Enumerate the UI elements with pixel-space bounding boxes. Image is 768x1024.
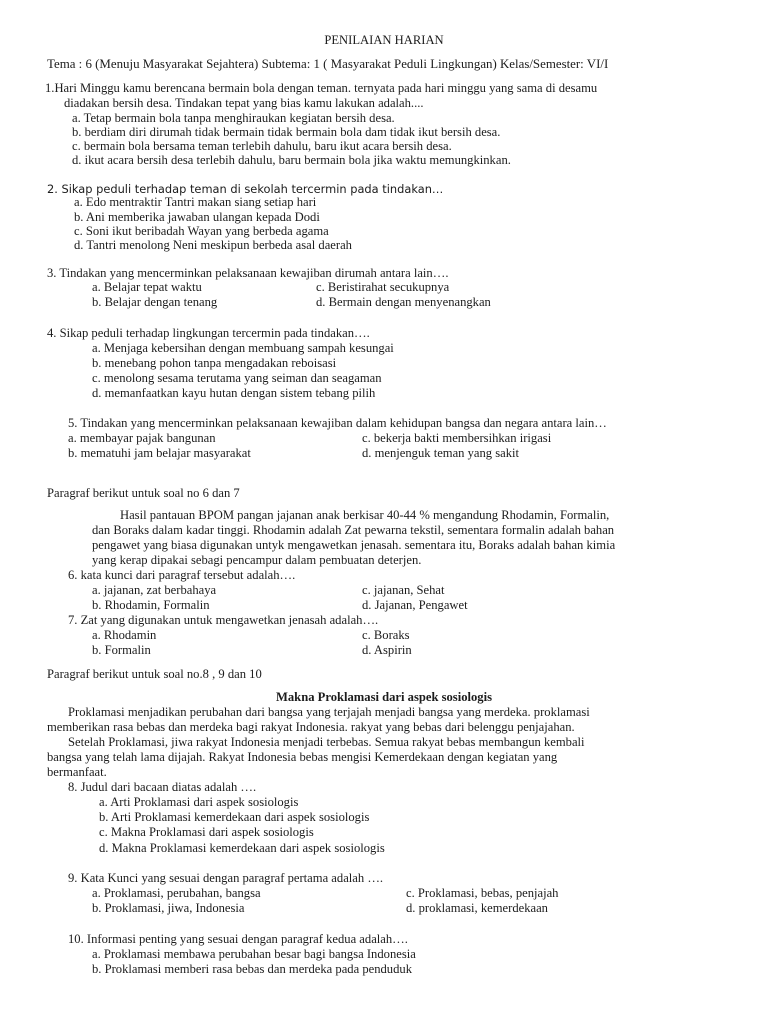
q1-option-d: d. ikut acara bersih desa terlebih dahulu, baru bermain bola jika waktu memungkinkan.	[72, 153, 511, 167]
q3-option-d: d. Bermain dengan menyenangkan	[316, 295, 491, 309]
q8-text: 8. Judul dari bacaan diatas adalah ….	[68, 780, 257, 794]
passage-1-line-2: dan Boraks dalam kadar tinggi. Rhodamin adalah Zat pewarna tekstil, sementara formalin adalah bahan	[92, 523, 615, 537]
passage-2-line-4: bangsa yang telah lama dijajah. Rakyat Indonesia bebas mengisi Kemerdekaan dengan kegiatan yang	[47, 750, 558, 764]
q8-option-c: c. Makna Proklamasi dari aspek sosiologis	[99, 825, 314, 839]
q9-option-a: a. Proklamasi, perubahan, bangsa	[92, 886, 261, 900]
passage-2-line-3: Setelah Proklamasi, jiwa rakyat Indonesia menjadi terbebas. Semua rakyat bebas membangun kembali	[68, 735, 585, 749]
q10-option-b: b. Proklamasi memberi rasa bebas dan merdeka pada penduduk	[92, 962, 412, 976]
q1-option-c: c. bermain bola bersama teman terlebih dahulu, baru ikut acara bersih desa.	[72, 139, 452, 153]
page-title: PENILAIAN HARIAN	[324, 33, 444, 47]
q4-option-d: d. memanfaatkan kayu hutan dengan sistem tebang pilih	[92, 386, 376, 400]
q8-option-d: d. Makna Proklamasi kemerdekaan dari aspek sosiologis	[99, 841, 385, 855]
q2-option-c: c. Soni ikut beribadah Wayan yang berbeda agama	[74, 224, 329, 238]
q7-option-c: c. Boraks	[362, 628, 410, 642]
q7-option-d: d. Aspirin	[362, 643, 412, 657]
q7-text: 7. Zat yang digunakan untuk mengawetkan jenasah adalah….	[68, 613, 379, 627]
q6-option-b: b. Rhodamin, Formalin	[92, 598, 210, 612]
q6-option-c: c. jajanan, Sehat	[362, 583, 445, 597]
passage-1-line-1: Hasil pantauan BPOM pangan jajanan anak berkisar 40-44 % mengandung Rhodamin, Formalin,	[120, 508, 610, 522]
q1-option-b: b. berdiam diri dirumah tidak bermain tidak bermain bola dam tidak ikut bersih desa.	[72, 125, 501, 139]
q2-option-d: d. Tantri menolong Neni meskipun berbeda asal daerah	[74, 238, 352, 252]
q4-text: 4. Sikap peduli terhadap lingkungan tercermin pada tindakan….	[47, 326, 370, 340]
q5-option-b: b. mematuhi jam belajar masyarakat	[68, 446, 251, 460]
q3-text: 3. Tindakan yang mencerminkan pelaksanaan kewajiban dirumah antara lain….	[47, 266, 449, 280]
q2-text: 2. Sikap peduli terhadap teman di sekolah tercermin pada tindakan…	[47, 182, 444, 196]
q6-option-a: a. jajanan, zat berbahaya	[92, 583, 217, 597]
q2-option-b: b. Ani memberika jawaban ulangan kepada Dodi	[74, 210, 320, 224]
passage-2-line-2: memberikan rasa bebas dan merdeka bagi rakyat Indonesia. rakyat yang bebas dari belenggu penjajahan.	[47, 720, 575, 734]
q5-option-a: a. membayar pajak bangunan	[68, 431, 216, 445]
q3-option-c: c. Beristirahat secukupnya	[316, 280, 450, 294]
q6-text: 6. kata kunci dari paragraf tersebut adalah….	[68, 568, 296, 582]
passage-2-line-1: Proklamasi menjadikan perubahan dari bangsa yang terjajah menjadi bangsa yang merdeka. proklamasi	[68, 705, 590, 719]
q6-option-d: d. Jajanan, Pengawet	[362, 598, 468, 612]
q4-option-c: c. menolong sesama terutama yang seiman dan seagaman	[92, 371, 382, 385]
q9-option-b: b. Proklamasi, jiwa, Indonesia	[92, 901, 245, 915]
q1-text-2: diadakan bersih desa. Tindakan tepat yang bias kamu lakukan adalah....	[64, 96, 424, 110]
q1-text: 1.Hari Minggu kamu berencana bermain bola dengan teman. ternyata pada hari minggu yang sama di desamu	[45, 81, 598, 95]
q7-option-a: a. Rhodamin	[92, 628, 157, 642]
q9-option-d: d. proklamasi, kemerdekaan	[406, 901, 548, 915]
passage-2-line-5: bermanfaat.	[47, 765, 107, 779]
passage-2-title: Makna Proklamasi dari aspek sosiologis	[276, 690, 492, 704]
q2-option-a: a. Edo mentraktir Tantri makan siang setiap hari	[74, 195, 317, 209]
q3-option-a: a. Belajar tepat waktu	[92, 280, 202, 294]
q5-text: 5. Tindakan yang mencerminkan pelaksanaan kewajiban dalam kehidupan bangsa dan negara antara lain…	[68, 416, 607, 430]
q3-option-b: b. Belajar dengan tenang	[92, 295, 218, 309]
tema-line: Tema : 6 (Menuju Masyarakat Sejahtera) Subtema: 1 ( Masyarakat Peduli Lingkungan) Kelas/Semester: VI/I	[47, 57, 609, 71]
q1-option-a: a. Tetap bermain bola tanpa menghiraukan kegiatan bersih desa.	[72, 111, 395, 125]
passage-1-intro: Paragraf berikut untuk soal no 6 dan 7	[47, 486, 240, 500]
passage-2-intro: Paragraf berikut untuk soal no.8 , 9 dan 10	[47, 667, 262, 681]
q10-option-a: a. Proklamasi membawa perubahan besar bagi bangsa Indonesia	[92, 947, 416, 961]
passage-1-line-4: yang kerap dipakai sebagi pencampur dalam pembuatan deterjen.	[92, 553, 422, 567]
q5-option-d: d. menjenguk teman yang sakit	[362, 446, 520, 460]
q8-option-a: a. Arti Proklamasi dari aspek sosiologis	[99, 795, 299, 809]
q8-option-b: b. Arti Proklamasi kemerdekaan dari aspek sosiologis	[99, 810, 370, 824]
q5-option-c: c. bekerja bakti membersihkan irigasi	[362, 431, 552, 445]
passage-1-line-3: pengawet yang biasa digunakan untyk mengawetkan jenasah. sementara itu, Boraks adalah bahan kimia	[92, 538, 616, 552]
q9-option-c: c. Proklamasi, bebas, penjajah	[406, 886, 559, 900]
q9-text: 9. Kata Kunci yang sesuai dengan paragraf pertama adalah ….	[68, 871, 384, 885]
q4-option-a: a. Menjaga kebersihan dengan membuang sampah kesungai	[92, 341, 394, 355]
q4-option-b: b. menebang pohon tanpa mengadakan reboisasi	[92, 356, 337, 370]
q7-option-b: b. Formalin	[92, 643, 151, 657]
q10-text: 10. Informasi penting yang sesuai dengan paragraf kedua adalah….	[68, 932, 408, 946]
